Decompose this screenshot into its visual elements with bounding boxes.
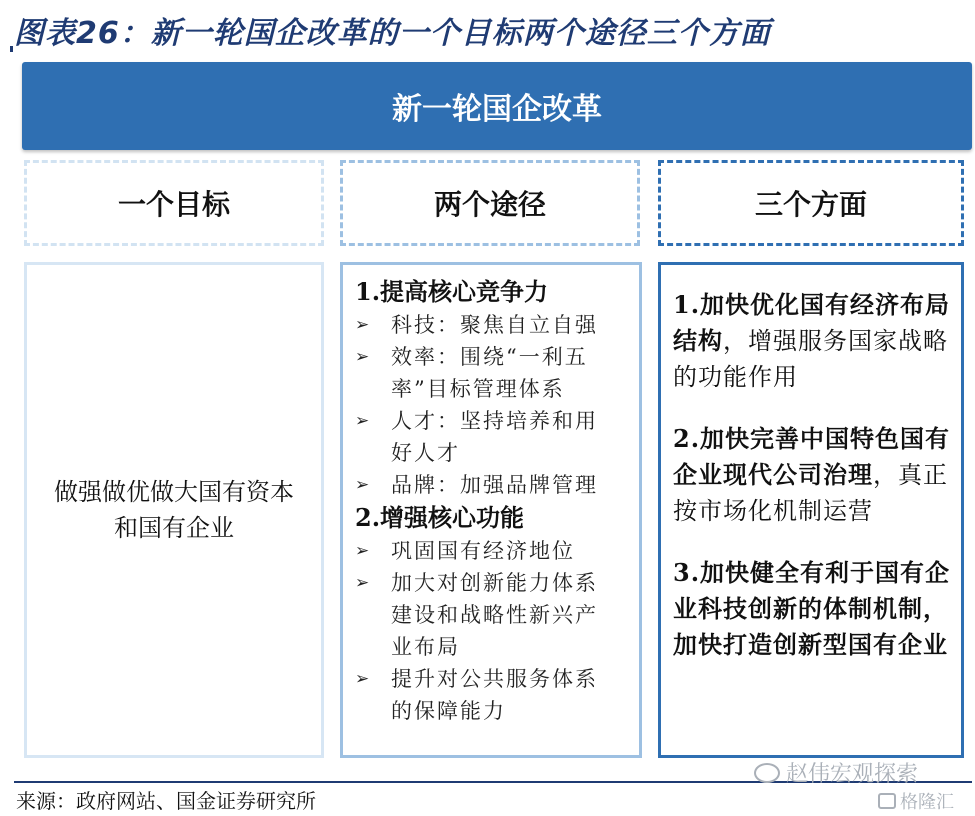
source-note: 来源：政府网站、国金证券研究所 [16,789,316,813]
goal-text [54,474,294,546]
header-aspects: 三个方面 [658,160,964,246]
aspect-item [673,287,951,395]
arrow-bullet-icon: ➢ [355,541,372,561]
bullet-text: 科技：聚焦自立自强 [391,313,598,337]
bullet-text: 人才：坚持培养和用 [391,409,598,433]
arrow-bullet-icon: ➢ [355,669,372,689]
bullet-text: 效率：围绕“一利五 [391,345,588,369]
bullet-text: 的保障能力 [391,699,506,723]
arrow-bullet-icon: ➢ [355,573,372,593]
bullet-text: 好人才 [391,441,460,465]
bullet-item [355,663,631,727]
bullet-text: 业布局 [391,635,460,659]
aspect-item [673,555,951,663]
section-title: 2.增强核心功能 [355,503,525,532]
goal-column [24,262,324,758]
arrow-bullet-icon: ➢ [355,347,372,367]
bullet-item [355,567,631,663]
aspect-bold-text: 1.加快优化国有经济布局结构 [673,290,951,355]
bullet-text: 建设和战略性新兴产 [391,603,598,627]
arrow-bullet-icon: ➢ [355,475,372,495]
bullet-item [355,469,631,501]
bullet-text: 巩固国有经济地位 [391,539,575,563]
aspect-text: ，真正按市场化机制运营 [673,461,948,525]
aspects-column [658,262,964,758]
bullet-item [355,535,631,567]
watermark-text: 赵伟宏观探索 [786,762,919,787]
title-tick-mark [10,46,13,52]
aspect-item [673,421,951,529]
bullet-text: 提升对公共服务体系 [391,667,598,691]
header-goal: 一个目标 [24,160,324,246]
bullet-item [355,405,631,469]
arrow-bullet-icon: ➢ [355,315,372,335]
section-title: 1.提高核心竞争力 [355,277,549,306]
paths-column [340,262,642,758]
goal-line: 和国有企业 [114,514,234,542]
bullet-item [355,341,631,405]
watermark [754,757,918,788]
bullet-item [355,309,631,341]
watermark-2 [878,788,954,814]
figure-title: 图表26：新一轮国企改革的一个目标两个途径三个方面 [14,16,771,51]
gelonghui-icon [878,793,896,809]
goal-line: 做强做优做大国有资本 [54,478,294,506]
bullet-text: 品牌：加强品牌管理 [391,473,598,497]
header-paths: 两个途径 [340,160,640,246]
wechat-icon [754,763,780,783]
aspect-text: ，增强服务国家战略的功能作用 [673,327,948,391]
watermark-2-text: 格隆汇 [900,792,954,813]
banner: 新一轮国企改革 [22,62,972,150]
aspect-bold-text: 3.加快健全有利于国有企业科技创新的体制机制，加快打造创新型国有企业 [673,558,951,659]
aspect-bold-text: 2.加快完善中国特色国有企业现代公司治理 [673,424,951,489]
bullet-text: 率”目标管理体系 [391,377,565,401]
bullet-text: 加大对创新能力体系 [391,571,598,595]
arrow-bullet-icon: ➢ [355,411,372,431]
